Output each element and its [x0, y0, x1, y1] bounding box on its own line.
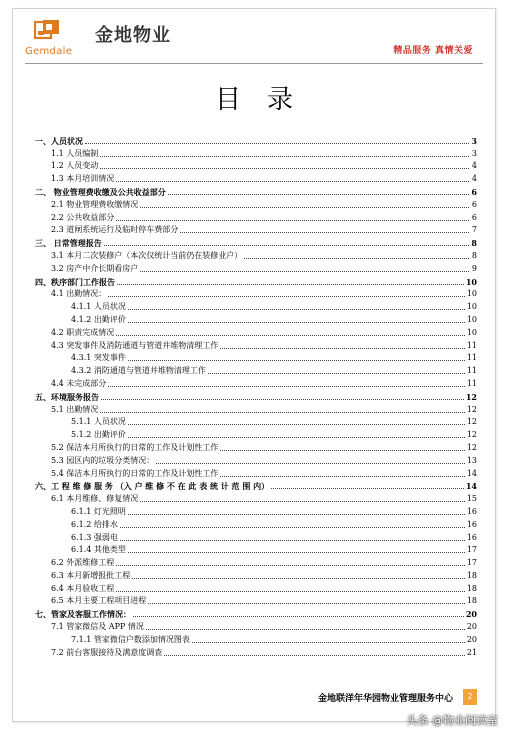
toc-entry-title: 4.1.2 出勤评价	[71, 314, 126, 324]
toc-entry[interactable]	[35, 261, 477, 274]
toc-leader-dots	[132, 578, 465, 579]
toc-entry[interactable]	[35, 171, 477, 184]
toc-leader-dots	[164, 655, 465, 656]
toc-entry-page: 3	[471, 148, 477, 158]
toc-entry-title: 1.1 人员编制	[51, 148, 99, 158]
toc-entry[interactable]	[35, 287, 477, 300]
toc-leader-dots	[117, 284, 464, 285]
toc-entry-page: 10	[465, 276, 477, 287]
toc-entry-page: 7	[471, 225, 477, 235]
toc-entry-page: 20	[466, 634, 477, 644]
toc-leader-dots	[128, 514, 465, 515]
toc-leader-dots	[220, 476, 465, 477]
toc-entry[interactable]	[35, 479, 477, 492]
toc-entry-title: 六、工 程 维 修 服 务 （入 户 维 修 不 在 此 表 统 计 范 围 内）	[35, 481, 270, 492]
toc-entry-title: 5.4 保洁本月所执行的日常的工作及计划性工作	[51, 468, 219, 478]
toc-leader-dots	[133, 616, 464, 617]
toc-entry-page: 17	[466, 558, 477, 568]
toc-entry-title: 4.4 未完成部分	[51, 378, 107, 388]
toc-leader-dots	[116, 220, 469, 221]
toc-leader-dots	[100, 412, 465, 413]
toc-entry[interactable]	[35, 159, 477, 172]
toc-entry[interactable]	[35, 440, 477, 453]
toc-entry-page: 14	[465, 481, 477, 492]
toc-leader-dots	[116, 565, 465, 566]
toc-entry-page: 8	[471, 238, 477, 249]
toc-entry-page: 12	[465, 391, 477, 402]
toc-entry-page: 16	[466, 506, 477, 516]
toc-entry-title: 四、秩序部门工作报告	[35, 276, 115, 287]
toc-leader-dots	[116, 335, 465, 336]
toc-entry[interactable]	[35, 376, 477, 389]
toc-entry-title: 5.2 保洁本月所执行的日常的工作及计划性工作	[51, 442, 219, 452]
toc-entry[interactable]	[35, 517, 477, 530]
toc-entry-title: 6.1.2 给排水	[71, 519, 118, 529]
toc-entry-page: 16	[466, 532, 477, 542]
toc-entry[interactable]	[35, 581, 477, 594]
gemdale-logo-icon	[34, 19, 60, 43]
toc-entry-title: 5.1 出勤情况	[51, 404, 99, 414]
toc-leader-dots	[271, 488, 464, 489]
toc-entry-page: 11	[466, 353, 477, 363]
toc-entry-title: 五、环境服务报告	[35, 391, 99, 402]
toc-entry[interactable]	[35, 543, 477, 556]
toc-entry[interactable]	[35, 606, 477, 619]
toc-entry-title: 4.1 出勤情况：	[51, 289, 107, 299]
table-of-contents	[35, 133, 477, 658]
brand-name-cn: 金地物业	[95, 25, 171, 46]
toc-entry-page: 6	[471, 186, 477, 197]
toc-leader-dots	[168, 194, 469, 195]
toc-entry-title: 4.2 职责完成情况	[51, 327, 115, 337]
toc-entry-page: 21	[466, 647, 477, 657]
toc-entry[interactable]	[35, 325, 477, 338]
toc-leader-dots	[140, 207, 469, 208]
toc-entry-page: 10	[466, 289, 477, 299]
toc-entry-title: 6.1.3 强弱电	[71, 532, 118, 542]
toc-leader-dots	[180, 232, 469, 233]
toc-entry-title: 1.3 本月培训情况	[51, 174, 115, 184]
toc-leader-dots	[192, 642, 465, 643]
toc-entry[interactable]	[35, 338, 477, 351]
toc-leader-dots	[128, 437, 465, 438]
toc-entry-title: 6.1.1 灯光照明	[71, 506, 126, 516]
toc-entry-page: 6	[471, 212, 477, 222]
toc-entry[interactable]	[35, 530, 477, 543]
watermark: 头条 @物业阅读室	[406, 714, 498, 727]
toc-entry-page: 10	[466, 327, 477, 337]
toc-entry[interactable]	[35, 184, 477, 197]
toc-entry-title: 7.1.1 管家微信户数添加情况图表	[71, 634, 190, 644]
toc-entry-page: 18	[466, 596, 477, 606]
toc-entry[interactable]	[35, 197, 477, 210]
toc-leader-dots	[140, 501, 465, 502]
toc-entry-title: 5.1.1 人员状况	[71, 417, 126, 427]
toc-entry-title: 七、管家及客服工作情况：	[35, 609, 131, 620]
toc-entry[interactable]	[35, 133, 477, 146]
toc-entry[interactable]	[35, 568, 477, 581]
toc-entry-page: 20	[466, 622, 477, 632]
page-title: 目录	[214, 85, 319, 115]
toc-entry-page: 20	[465, 609, 477, 620]
toc-entry-page: 12	[466, 417, 477, 427]
toc-entry-page: 11	[466, 366, 477, 376]
toc-entry-page: 10	[466, 314, 477, 324]
toc-leader-dots	[100, 168, 469, 169]
toc-leader-dots	[108, 386, 465, 387]
toc-entry-page: 10	[466, 302, 477, 312]
brand-name-en: Gemdale	[25, 46, 73, 57]
toc-entry-title: 4.3 突发事件及消防通道与管道井堆物清理工作	[51, 340, 219, 350]
toc-leader-dots	[108, 296, 465, 297]
toc-entry[interactable]	[35, 466, 477, 479]
toc-entry-title: 2.3 道闸系统运行及临时停车费部分	[51, 225, 179, 235]
toc-entry-page: 12	[466, 442, 477, 452]
toc-entry[interactable]	[35, 389, 477, 402]
slogan: 精品服务 真情关爱	[393, 46, 473, 56]
toc-entry-title: 5.1.2 出勤评价	[71, 430, 126, 440]
toc-entry[interactable]	[35, 645, 477, 658]
toc-leader-dots	[120, 527, 465, 528]
toc-entry-page: 17	[466, 545, 477, 555]
toc-entry-page: 12	[466, 430, 477, 440]
toc-entry[interactable]	[35, 312, 477, 325]
toc-leader-dots	[128, 322, 465, 323]
toc-leader-dots	[146, 629, 465, 630]
toc-entry-page: 6	[471, 199, 477, 209]
toc-entry[interactable]	[35, 210, 477, 223]
toc-entry[interactable]	[35, 146, 477, 159]
toc-leader-dots	[120, 540, 465, 541]
toc-entry-page: 13	[466, 455, 477, 465]
toc-entry[interactable]	[35, 504, 477, 517]
document-page	[12, 8, 496, 722]
toc-entry[interactable]	[35, 299, 477, 312]
footer-organization: 金地联洋年华园物业管理服务中心	[317, 694, 453, 704]
gemdale-logo	[25, 19, 73, 59]
toc-entry[interactable]	[35, 235, 477, 248]
toc-leader-dots	[104, 245, 469, 246]
toc-entry-title: 4.3.2 消防通道与管道井堆物清理工作	[71, 366, 206, 376]
toc-entry[interactable]	[35, 363, 477, 376]
toc-leader-dots	[100, 156, 469, 157]
toc-entry-title: 3.2 房产中介长期看房户	[51, 263, 139, 273]
toc-entry-page: 11	[466, 378, 477, 388]
toc-entry[interactable]	[35, 402, 477, 415]
toc-leader-dots	[128, 360, 465, 361]
toc-entry-title: 1.2 人员变动	[51, 161, 99, 171]
header-divider	[25, 63, 483, 64]
toc-entry-title: 一、人员状况	[35, 135, 83, 146]
toc-entry-page: 9	[471, 263, 477, 273]
toc-entry-page: 11	[466, 340, 477, 350]
toc-entry-title: 三、 日常管理报告	[35, 238, 102, 249]
toc-entry-title: 6.1.4 其他类型	[71, 545, 126, 555]
toc-leader-dots	[140, 271, 469, 272]
toc-entry-title: 7.1 管家微信及 APP 情况	[51, 622, 144, 632]
toc-entry-title: 二、 物业管理费收缴及公共收益部分	[35, 186, 166, 197]
toc-entry[interactable]	[35, 274, 477, 287]
toc-entry[interactable]	[35, 632, 477, 645]
toc-entry[interactable]	[35, 427, 477, 440]
toc-entry-page: 15	[466, 494, 477, 504]
toc-entry-page: 8	[471, 250, 477, 260]
toc-leader-dots	[220, 450, 465, 451]
toc-entry-page: 16	[466, 519, 477, 529]
toc-entry-title: 6.4 本月验收工程	[51, 583, 115, 593]
toc-entry-title: 2.2 公共收益部分	[51, 212, 115, 222]
toc-leader-dots	[244, 258, 469, 259]
toc-entry-title: 7.2 前台客服接待及满意度调查	[51, 647, 163, 657]
toc-entry-title: 6.2 外派维修工程	[51, 558, 115, 568]
toc-leader-dots	[116, 181, 469, 182]
toc-entry-page: 4	[471, 161, 477, 171]
toc-entry[interactable]	[35, 248, 477, 261]
toc-entry[interactable]	[35, 619, 477, 632]
toc-leader-dots	[148, 603, 465, 604]
toc-entry-page: 4	[471, 174, 477, 184]
toc-entry[interactable]	[35, 453, 477, 466]
toc-entry-page: 18	[466, 583, 477, 593]
toc-entry-title: 3.1 本月二次装修户（本次仅统计当前仍在装修业户）	[51, 250, 243, 260]
toc-entry-page: 3	[471, 135, 477, 146]
toc-leader-dots	[85, 143, 469, 144]
toc-entry-title: 4.3.1 突发事件	[71, 353, 126, 363]
toc-entry-title: 5.3 园区内的垃圾分类情况：	[51, 455, 155, 465]
toc-entry-title: 6.1 本月维修、修复情况	[51, 494, 139, 504]
toc-entry[interactable]	[35, 415, 477, 428]
toc-leader-dots	[116, 591, 465, 592]
toc-leader-dots	[128, 552, 465, 553]
toc-leader-dots	[156, 463, 465, 464]
toc-leader-dots	[128, 309, 465, 310]
toc-entry-page: 14	[466, 468, 477, 478]
toc-entry-title: 2.1 物业管理费收缴情况	[51, 199, 139, 209]
toc-entry[interactable]	[35, 223, 477, 236]
toc-entry-page: 18	[466, 570, 477, 580]
toc-leader-dots	[208, 373, 465, 374]
toc-leader-dots	[128, 424, 465, 425]
toc-entry-title: 4.1.1 人员状况	[71, 302, 126, 312]
toc-entry[interactable]	[35, 594, 477, 607]
toc-leader-dots	[220, 348, 465, 349]
page-footer	[13, 689, 483, 707]
toc-entry-title: 6.3 本月新增报批工程	[51, 570, 131, 580]
toc-entry[interactable]	[35, 351, 477, 364]
toc-entry[interactable]	[35, 491, 477, 504]
toc-entry[interactable]	[35, 555, 477, 568]
toc-entry-title: 6.5 本月主要工程项目进程	[51, 596, 147, 606]
toc-leader-dots	[101, 399, 464, 400]
toc-entry-page: 12	[466, 404, 477, 414]
footer-page-number: 2	[463, 689, 477, 705]
